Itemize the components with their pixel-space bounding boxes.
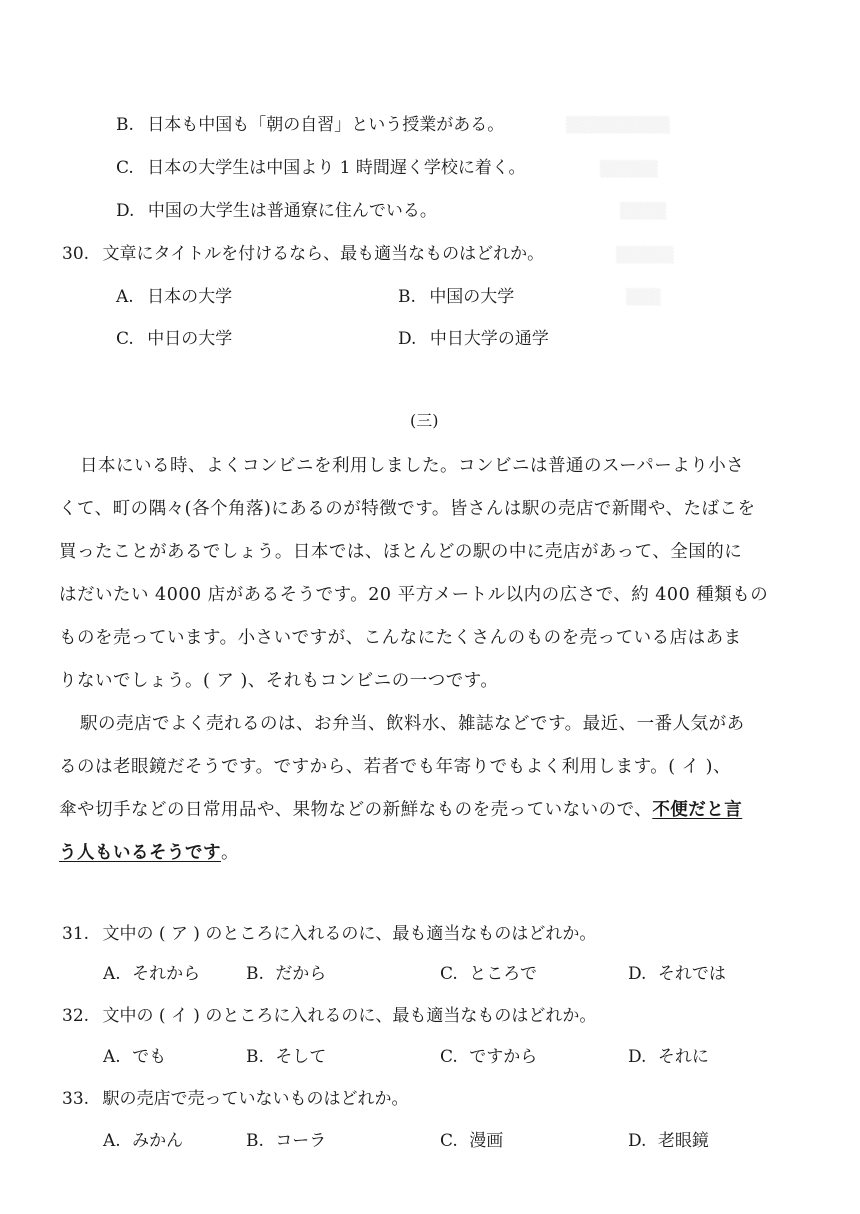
passage-line: 駅の売店でよく売れるのは、お弁当、飲料水、雑誌などです。最近、一番人気があ (80, 714, 745, 734)
option-letter: D. (116, 201, 135, 221)
bleed-through-text: ▒▒▒▒▒ (600, 160, 658, 178)
section-heading: (三) (410, 411, 439, 430)
option-text: でも (132, 1047, 167, 1067)
option-text: ところで (469, 964, 538, 984)
option-text: コーラ (275, 1131, 327, 1151)
passage-line: 日本にいる時、よくコンビニを利用しました。コンビニは普通のスーパーより小さ (80, 456, 745, 476)
q33-option-d (628, 1133, 709, 1150)
q31-question (62, 926, 596, 943)
option-text: 中日の大学 (147, 329, 233, 349)
question-text: 駅の売店で売っていないものはどれか。 (102, 1089, 409, 1109)
option-text: 日本の大学生は中国より 1 時間遅く学校に着く。 (147, 158, 526, 178)
passage-line: 買ったことがあるでしょう。日本では、ほとんどの駅の中に売店があって、全国的に (59, 542, 743, 562)
option-letter: A. (116, 287, 134, 307)
question-number: 33. (62, 1089, 90, 1109)
q33-option-b (246, 1133, 326, 1150)
bleed-through-text: ▒▒▒▒▒ (616, 246, 674, 264)
q29-option-c (116, 160, 526, 177)
option-letter: C. (440, 1131, 458, 1151)
passage-text: 。 (221, 843, 239, 863)
q32-question (62, 1008, 596, 1025)
question-text: 文中の ( イ ) のところに入れるのに、最も適当なものはどれか。 (102, 1006, 597, 1026)
option-text: だから (275, 964, 327, 984)
passage-text: 傘や切手などの日常用品や、果物などの新鮮なものを売っていないので、 (59, 800, 653, 820)
passage-line: くて、町の隅々(各个角落)にあるのが特徴です。皆さんは駅の売店で新聞や、たばこを (59, 499, 756, 519)
option-letter: D. (628, 1047, 647, 1067)
q33-option-c (440, 1133, 503, 1150)
option-text: それでは (657, 964, 726, 984)
option-letter: A. (103, 964, 121, 984)
question-number: 31. (62, 924, 90, 944)
option-text: 中日大学の通学 (429, 329, 549, 349)
option-letter: B. (246, 1131, 264, 1151)
option-letter: D. (628, 1131, 647, 1151)
option-letter: D. (628, 964, 647, 984)
bleed-through-text: ▒▒▒ (626, 288, 661, 306)
q30-option-a (116, 289, 232, 306)
option-letter: C. (116, 329, 134, 349)
option-letter: C. (116, 158, 134, 178)
q33-question (62, 1091, 408, 1108)
q30-option-b (398, 289, 514, 306)
option-text: それから (132, 964, 201, 984)
passage-line: りないでしょう。( ア )、それもコンビニの一つです。 (59, 671, 499, 691)
option-text: みかん (132, 1131, 184, 1151)
passage-line (59, 845, 239, 863)
option-text: そして (275, 1047, 327, 1067)
bleed-through-text: ▒▒▒▒▒▒▒▒▒ (566, 116, 670, 134)
question-number: 32. (62, 1006, 90, 1026)
option-letter: C. (440, 1047, 458, 1067)
passage-line: はだいたい 4000 店があるそうです。20 平方メートル以内の広さで、約 400 種類もの (59, 585, 769, 605)
question-text: 文章にタイトルを付けるなら、最も適当なものはどれか。 (102, 244, 545, 264)
q29-option-b (116, 117, 504, 134)
option-letter: D. (398, 329, 417, 349)
q30-question (62, 246, 544, 263)
passage-line: るのは老眼鏡だそうです。ですから、若者でも年寄りでもよく利用します。( イ )、 (59, 757, 731, 777)
option-letter: B. (246, 1047, 264, 1067)
option-text: 中国の大学生は普通寮に住んでいる。 (147, 201, 437, 221)
option-text: それに (657, 1047, 709, 1067)
q31-option-d (628, 966, 726, 983)
q33-option-a (103, 1133, 183, 1150)
option-text: 漫画 (469, 1131, 504, 1151)
question-number: 30. (62, 244, 90, 264)
passage-line (59, 802, 742, 820)
q31-option-a (103, 966, 200, 983)
q31-option-b (246, 966, 326, 983)
option-letter: B. (246, 964, 264, 984)
q32-option-b (246, 1049, 326, 1066)
q29-option-d (116, 203, 437, 220)
option-text: 老眼鏡 (657, 1131, 709, 1151)
option-text: ですから (469, 1047, 538, 1067)
underlined-phrase: 不便だと言 (652, 800, 743, 820)
bleed-through-text: ▒▒▒▒ (620, 202, 667, 220)
option-letter: B. (398, 287, 416, 307)
option-text: 日本も中国も「朝の自習」という授業がある。 (147, 115, 505, 135)
option-letter: A. (103, 1047, 121, 1067)
q30-option-c (116, 331, 232, 348)
option-letter: C. (440, 964, 458, 984)
option-text: 日本の大学 (147, 287, 233, 307)
q32-option-c (440, 1049, 537, 1066)
underlined-phrase: う人もいるそうです (59, 843, 221, 863)
q32-option-d (628, 1049, 709, 1066)
q30-option-d (398, 331, 549, 348)
option-text: 中国の大学 (429, 287, 515, 307)
question-text: 文中の ( ア ) のところに入れるのに、最も適当なものはどれか。 (102, 924, 597, 944)
option-letter: A. (103, 1131, 121, 1151)
q31-option-c (440, 966, 537, 983)
q32-option-a (103, 1049, 166, 1066)
option-letter: B. (116, 115, 134, 135)
passage-line: ものを売っています。小さいですが、こんなにたくさんのものを売っている店はあま (59, 628, 742, 648)
